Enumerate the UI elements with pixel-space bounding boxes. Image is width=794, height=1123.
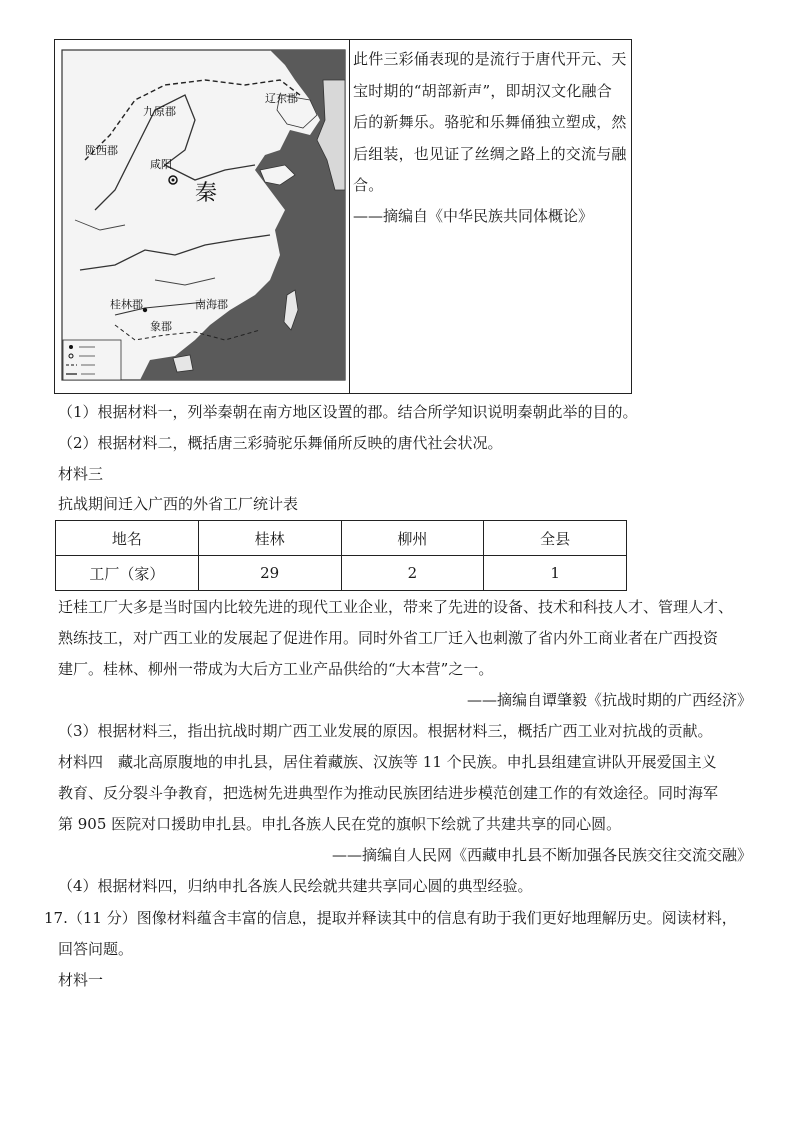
table-cell: 1 bbox=[484, 556, 627, 591]
map-label-xiang: 象郡 bbox=[150, 320, 172, 333]
table-cell: 2 bbox=[341, 556, 484, 591]
material2-source: ——摘编自《中华民族共同体概论》 bbox=[353, 206, 594, 225]
table-row bbox=[56, 556, 627, 591]
map-label-nanhai: 南海郡 bbox=[195, 298, 228, 311]
qin-map-image bbox=[55, 40, 349, 393]
table-header-cell: 桂林 bbox=[198, 521, 341, 556]
material2-line: 合。 bbox=[353, 176, 384, 194]
material3-line: 迁桂工厂大多是当时国内比较先进的现代工业企业，带来了先进的设备、技术和科技人才、管理人才、 bbox=[58, 598, 734, 616]
material1-label: 材料一 bbox=[58, 971, 104, 989]
material3-line: 建厂。桂林、柳州一带成为大后方工业产品供给的“大本营”之一。 bbox=[58, 660, 494, 678]
map-label-jiuyuan: 九原郡 bbox=[143, 105, 176, 118]
table-header-cell: 地名 bbox=[56, 521, 199, 556]
table-cell: 工厂（家） bbox=[56, 556, 199, 591]
material4-line: 教育、反分裂斗争教育，把选树先进典型作为推动民族团结进步模范创建工作的有效途径。同时海军 bbox=[58, 784, 719, 802]
map-label-liaodong: 辽东郡 bbox=[265, 92, 298, 105]
material3-source: ——摘编自谭肇毅《抗战时期的广西经济》 bbox=[466, 691, 752, 709]
table-title: 抗战期间迁入广西的外省工厂统计表 bbox=[58, 495, 299, 513]
qin-map bbox=[55, 40, 350, 393]
factory-table bbox=[55, 520, 627, 591]
question-17-cont: 回答问题。 bbox=[58, 940, 134, 958]
material3-label: 材料三 bbox=[58, 465, 104, 483]
map-label-qin: 秦 bbox=[195, 181, 218, 206]
question-2: （2）根据材料二，概括唐三彩骑驼乐舞俑所反映的唐代社会状况。 bbox=[58, 434, 503, 452]
map-label-guilin: 桂林郡 bbox=[110, 298, 143, 311]
material2-text bbox=[351, 40, 631, 230]
map-label-xianyang: 咸阳 bbox=[150, 158, 172, 171]
material2-line: 此件三彩俑表现的是流行于唐代开元、天 bbox=[353, 50, 627, 68]
table-header-cell: 柳州 bbox=[341, 521, 484, 556]
table-header-row bbox=[56, 521, 627, 556]
table-header-cell: 全县 bbox=[484, 521, 627, 556]
table-cell: 29 bbox=[198, 556, 341, 591]
question-17: 17.（11 分）图像材料蕴含丰富的信息，提取并释读其中的信息有助于我们更好地理解历史。阅读材料， bbox=[44, 909, 737, 927]
material-box bbox=[54, 39, 632, 394]
material3-line: 熟练技工，对广西工业的发展起了促进作用。同时外省工厂迁入也刺激了省内外工商业者在广西投资 bbox=[58, 629, 719, 647]
material4-line: 第 905 医院对口援助申扎县。申扎各族人民在党的旗帜下绘就了共建共享的同心圆。 bbox=[58, 815, 622, 833]
material2-line: 后的新舞乐。骆驼和乐舞俑独立塑成，然 bbox=[353, 113, 627, 131]
material2-line: 宝时期的“胡部新声”，即胡汉文化融合 bbox=[353, 81, 612, 100]
material4-source: ——摘编自人民网《西藏申扎县不断加强各民族交往交流交融》 bbox=[331, 846, 752, 864]
material2-line: 后组装，也见证了丝绸之路上的交流与融 bbox=[353, 144, 627, 163]
question-4: （4）根据材料四，归纳申扎各族人民绘就共建共享同心圆的典型经验。 bbox=[58, 877, 533, 895]
question-3: （3）根据材料三，指出抗战时期广西工业发展的原因。根据材料三，概括广西工业对抗战的贡献。 bbox=[58, 722, 713, 740]
material4-line: 材料四 藏北高原腹地的申扎县，居住着藏族、汉族等 11 个民族。申扎县组建宣讲队开展爱国主义 bbox=[58, 753, 717, 771]
map-label-longxi: 陇西郡 bbox=[85, 144, 118, 157]
question-1: （1）根据材料一，列举秦朝在南方地区设置的郡。结合所学知识说明秦朝此举的目的。 bbox=[58, 403, 638, 421]
